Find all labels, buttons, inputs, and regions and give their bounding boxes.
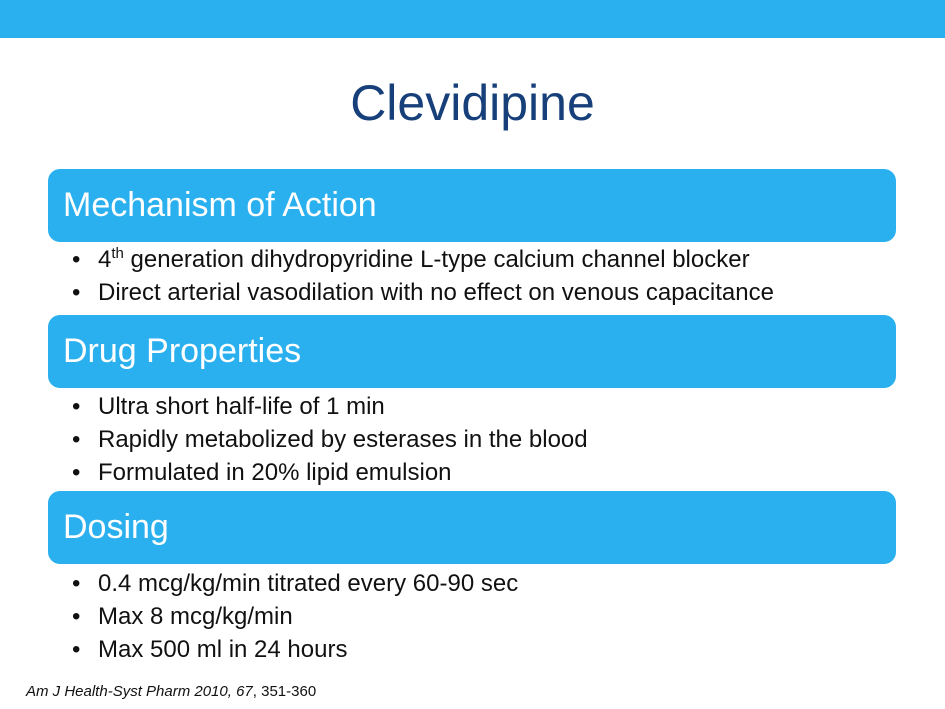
- bullet-superscript: th: [111, 245, 124, 262]
- bullet-text: 0.4 mcg/kg/min titrated every 60-90 sec: [98, 570, 519, 597]
- section-header-dosing: Dosing: [48, 491, 896, 564]
- list-item: [72, 600, 518, 633]
- bullet-icon: •: [72, 279, 81, 306]
- drug-properties-bullet-list: [72, 390, 588, 489]
- list-item: [72, 243, 774, 276]
- bullet-text-post: generation dihydropyridine L-type calcium channel blocker: [123, 246, 750, 273]
- citation: [26, 683, 316, 700]
- bullet-text: Max 8 mcg/kg/min: [98, 603, 293, 630]
- slide-title: Clevidipine: [350, 75, 595, 131]
- bullet-icon: •: [72, 459, 81, 486]
- list-item: [72, 390, 588, 423]
- list-item: [72, 567, 518, 600]
- bullet-text: Max 500 ml in 24 hours: [98, 636, 348, 663]
- bullet-icon: •: [72, 426, 81, 453]
- section-header-mechanism: Mechanism of Action: [48, 169, 896, 242]
- list-item: [72, 276, 774, 309]
- list-item: [72, 423, 588, 456]
- dosing-bullet-list: [72, 567, 518, 666]
- bullet-text: Ultra short half-life of 1 min: [98, 393, 385, 420]
- list-item: [72, 456, 588, 489]
- citation-journal: Am J Health-Syst Pharm 2010,: [26, 683, 237, 700]
- bullet-text: Direct arterial vasodilation with no effect on venous capacitance: [98, 279, 774, 306]
- citation-pages: , 351-360: [252, 683, 317, 700]
- top-accent-bar: [0, 0, 945, 38]
- citation-volume: 67: [236, 683, 253, 700]
- bullet-icon: •: [72, 603, 81, 630]
- section-header-drug-properties: Drug Properties: [48, 315, 896, 388]
- bullet-icon: •: [72, 393, 81, 420]
- bullet-text-pre: 4: [98, 246, 112, 273]
- bullet-text: Formulated in 20% lipid emulsion: [98, 459, 452, 486]
- bullet-text: Rapidly metabolized by esterases in the blood: [98, 426, 588, 453]
- list-item: [72, 633, 518, 666]
- bullet-icon: •: [72, 246, 81, 273]
- mechanism-bullet-list: [72, 243, 774, 309]
- bullet-icon: •: [72, 636, 81, 663]
- bullet-icon: •: [72, 570, 81, 597]
